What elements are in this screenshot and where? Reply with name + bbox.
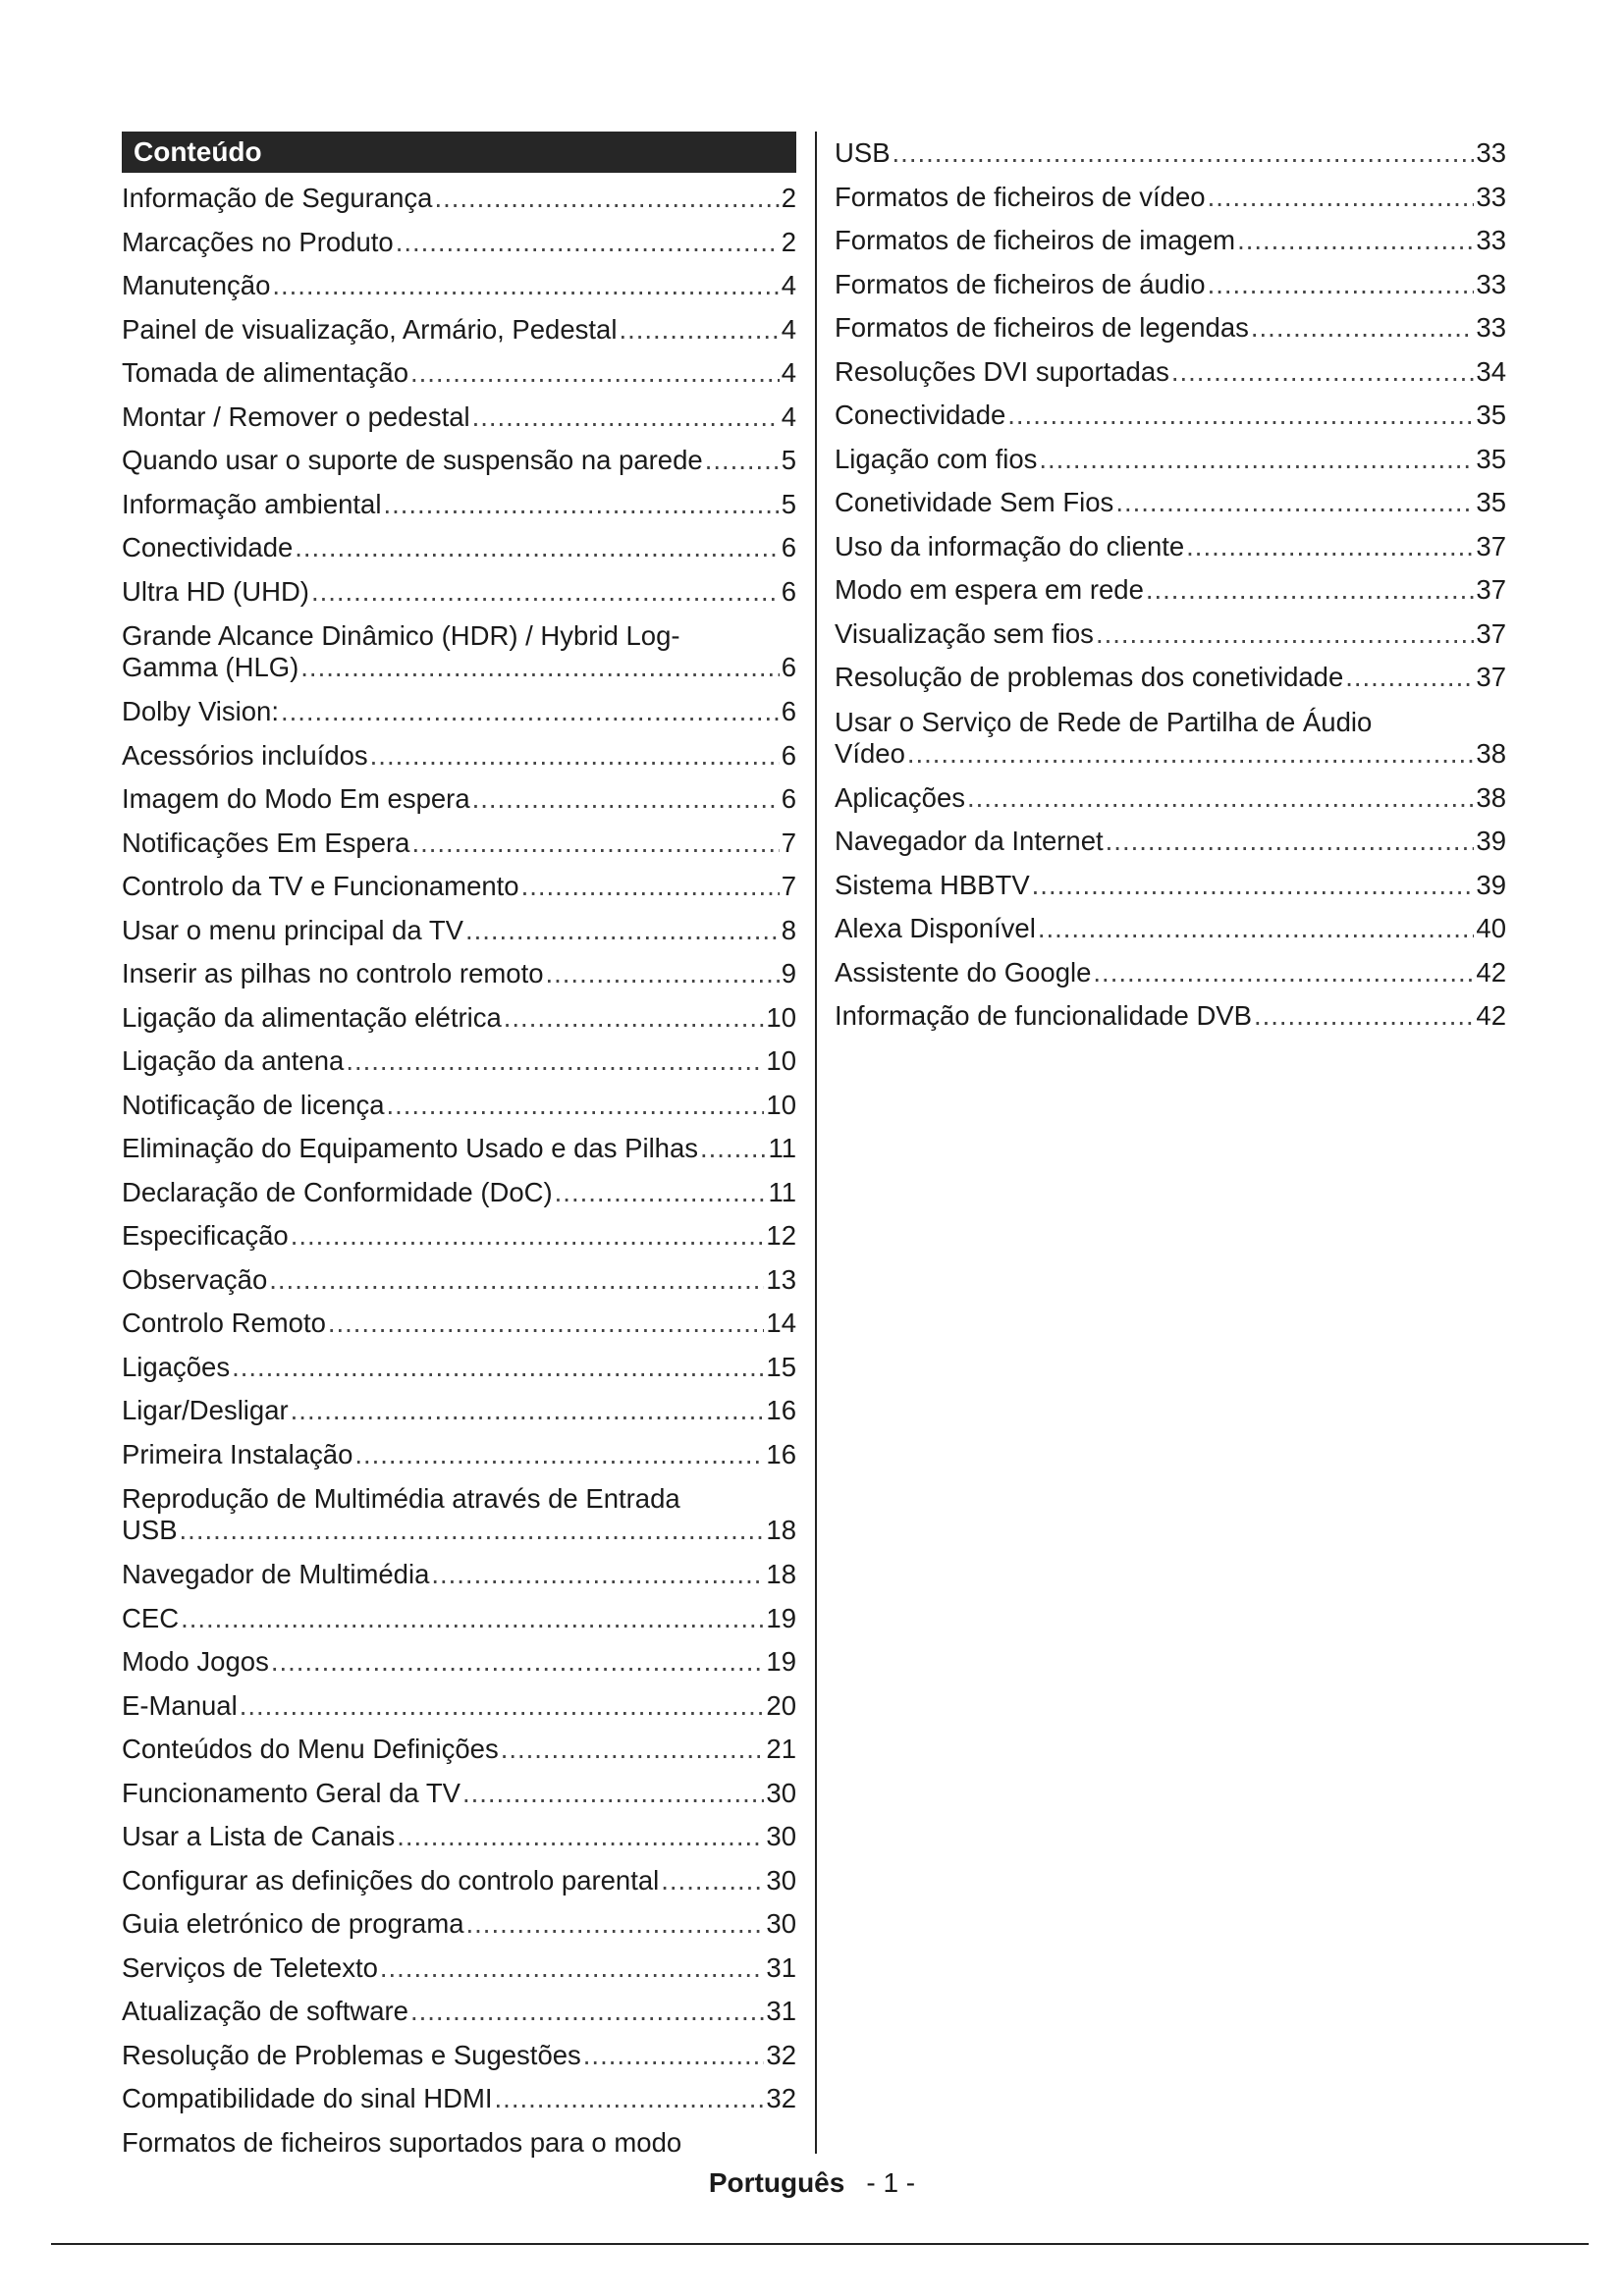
toc-page-number: 33 xyxy=(1476,181,1506,212)
toc-entry-title: Inserir as pilhas no controlo remoto xyxy=(122,958,544,988)
toc-leader-dots xyxy=(240,1684,765,1729)
toc-leader-dots xyxy=(967,776,1474,821)
toc-page-number: 6 xyxy=(781,739,796,771)
toc-entry[interactable] xyxy=(122,1258,796,1303)
toc-page-number: 42 xyxy=(1476,956,1506,988)
toc-leader-dots xyxy=(546,952,780,996)
toc-entry[interactable] xyxy=(122,1640,796,1684)
toc-entry[interactable] xyxy=(122,177,796,221)
toc-page-number: 42 xyxy=(1476,1000,1506,1031)
toc-left-column xyxy=(122,132,796,2164)
toc-page-number: 30 xyxy=(766,1821,796,1851)
toc-leader-dots xyxy=(410,1990,764,2034)
toc-page-number: 6 xyxy=(781,783,796,814)
toc-entry-title: Primeira Instalação xyxy=(122,1438,353,1469)
toc-right-column xyxy=(835,132,1506,1039)
toc-leader-dots xyxy=(411,822,779,866)
toc-entry-title: Ligação da antena xyxy=(122,1045,345,1076)
toc-leader-dots xyxy=(328,1302,765,1346)
toc-entry[interactable] xyxy=(122,221,796,265)
toc-list-left xyxy=(122,177,796,2164)
toc-entry[interactable] xyxy=(835,132,1506,176)
toc-leader-dots xyxy=(271,1640,765,1684)
toc-leader-dots xyxy=(1251,306,1475,350)
toc-page-number: 4 xyxy=(781,270,796,300)
toc-entry[interactable] xyxy=(122,614,796,690)
toc-leader-dots xyxy=(300,651,779,684)
toc-entry-title: Compatibilidade do sinal HDMI xyxy=(122,2083,493,2113)
toc-page-number: 39 xyxy=(1476,869,1506,900)
toc-page-number: 40 xyxy=(1476,913,1506,943)
toc-entry[interactable] xyxy=(122,570,796,614)
toc-leader-dots xyxy=(410,351,780,396)
toc-leader-dots xyxy=(462,1772,764,1816)
toc-page-number: 4 xyxy=(781,400,796,432)
toc-leader-dots xyxy=(354,1433,764,1477)
toc-entry-title: Alexa Disponível xyxy=(835,913,1036,943)
toc-entry[interactable] xyxy=(122,264,796,308)
toc-entry-title: Conteúdos do Menu Definições xyxy=(122,1734,499,1764)
toc-entry-title: Vídeo xyxy=(835,737,905,769)
toc-leader-dots xyxy=(472,396,780,440)
toc-leader-dots xyxy=(1106,820,1475,864)
toc-leader-dots xyxy=(700,1127,766,1171)
toc-entry-title: Usar o menu principal da TV xyxy=(122,914,463,945)
toc-leader-dots xyxy=(311,570,780,614)
toc-entry-title: Usar a Lista de Canais xyxy=(122,1821,396,1851)
toc-entry[interactable] xyxy=(122,2077,796,2121)
toc-entry-title: Quando usar o suporte de suspensão na parede xyxy=(122,445,703,475)
toc-entry[interactable] xyxy=(835,951,1506,995)
toc-leader-dots xyxy=(295,526,779,570)
toc-leader-dots xyxy=(465,909,780,953)
toc-entry[interactable] xyxy=(122,1772,796,1816)
toc-page-number: 10 xyxy=(766,1045,796,1076)
toc-page-number: 18 xyxy=(766,1559,796,1589)
toc-page-number: 4 xyxy=(781,313,796,345)
toc-page-number: 19 xyxy=(766,1646,796,1677)
toc-page-number: 33 xyxy=(1476,225,1506,255)
toc-entry-title: Serviços de Teletexto xyxy=(122,1951,378,1983)
toc-entry[interactable] xyxy=(122,1684,796,1729)
toc-entry[interactable] xyxy=(122,952,796,996)
toc-entry-title: Configurar as definições do controlo parental xyxy=(122,1864,660,1896)
toc-page-number: 11 xyxy=(768,1133,796,1163)
toc-entry-title: Formatos de ficheiros de áudio xyxy=(835,268,1206,299)
toc-page-number: 16 xyxy=(766,1395,796,1425)
toc-entry-title: Painel de visualização, Armário, Pedestal xyxy=(122,313,618,345)
toc-entry-title: Dolby Vision: xyxy=(122,696,279,726)
page-footer xyxy=(0,2167,1624,2199)
toc-entry[interactable] xyxy=(122,1815,796,1859)
toc-page-number: 10 xyxy=(766,1001,796,1033)
toc-entry-title-line1: Grande Alcance Dinâmico (HDR) / Hybrid Log- xyxy=(122,620,680,651)
toc-leader-dots xyxy=(396,221,780,265)
column-divider xyxy=(815,132,817,2154)
toc-page-number: 37 xyxy=(1476,530,1506,561)
toc-page-number: 34 xyxy=(1476,355,1506,387)
toc-entry-title: USB xyxy=(835,137,891,168)
toc-page-number: 30 xyxy=(766,1777,796,1808)
toc-entry-title: Gamma (HLG) xyxy=(122,652,299,682)
toc-entry-title: Funcionamento Geral da TV xyxy=(122,1777,460,1808)
toc-page-number: 15 xyxy=(766,1351,796,1382)
toc-entry[interactable] xyxy=(835,613,1506,657)
toc-page-number: 13 xyxy=(766,1263,796,1295)
toc-page-number: 37 xyxy=(1476,662,1506,692)
toc-entry-title: Ligação com fios xyxy=(835,443,1038,474)
toc-entry[interactable] xyxy=(122,1597,796,1641)
toc-entry-title: Manutenção xyxy=(122,270,271,300)
toc-entry-title: Notificação de licença xyxy=(122,1089,385,1120)
toc-leader-dots xyxy=(583,2034,765,2078)
toc-entry[interactable] xyxy=(835,656,1506,700)
toc-entry[interactable] xyxy=(835,438,1506,482)
toc-entry[interactable] xyxy=(122,996,796,1041)
toc-leader-dots xyxy=(383,483,779,527)
toc-leader-dots xyxy=(521,865,780,909)
toc-leader-dots xyxy=(1171,350,1475,395)
toc-page-number: 31 xyxy=(766,1996,796,2026)
toc-page-number: 35 xyxy=(1476,487,1506,517)
toc-entry-title: Resolução de problemas dos conetividade xyxy=(835,662,1344,692)
toc-entry[interactable] xyxy=(835,820,1506,864)
toc-page-number: 5 xyxy=(781,488,796,519)
toc-entry-title: Informação de funcionalidade DVB xyxy=(835,1000,1252,1031)
toc-page-number: 16 xyxy=(766,1438,796,1469)
toc-entry[interactable] xyxy=(122,1389,796,1433)
toc-list-right xyxy=(835,132,1506,1039)
toc-leader-dots xyxy=(504,996,765,1041)
toc-page-number: 38 xyxy=(1476,781,1506,813)
toc-entry-title: Tomada de alimentação xyxy=(122,357,408,388)
toc-entry-title: Eliminação do Equipamento Usado e das Pilhas xyxy=(122,1133,699,1163)
toc-leader-dots xyxy=(1038,907,1475,951)
toc-entry[interactable] xyxy=(835,864,1506,908)
toc-heading: Conteúdo xyxy=(122,132,796,173)
toc-entry[interactable] xyxy=(122,909,796,953)
toc-entry[interactable] xyxy=(122,865,796,909)
toc-page-number: 6 xyxy=(781,532,796,562)
toc-leader-dots xyxy=(1093,951,1474,995)
toc-entry[interactable] xyxy=(122,1040,796,1084)
toc-leader-dots xyxy=(555,1171,767,1215)
toc-entry[interactable] xyxy=(122,439,796,483)
toc-entry[interactable] xyxy=(835,350,1506,395)
toc-entry[interactable] xyxy=(122,1947,796,1991)
toc-leader-dots xyxy=(281,690,780,734)
toc-page-number: 9 xyxy=(781,958,796,988)
toc-leader-dots xyxy=(1237,219,1474,263)
toc-entry[interactable] xyxy=(122,2121,796,2165)
toc-page-number: 6 xyxy=(781,575,796,607)
toc-entry[interactable] xyxy=(122,396,796,440)
toc-entry-title: Montar / Remover o pedestal xyxy=(122,400,470,432)
footer-language: Português xyxy=(708,2167,845,2198)
toc-leader-dots xyxy=(705,439,780,483)
toc-page-number: 2 xyxy=(781,226,796,257)
toc-page-number: 37 xyxy=(1476,617,1506,649)
toc-entry-title: Guia eletrónico de programa xyxy=(122,1908,464,1939)
toc-entry-title: Informação de Segurança xyxy=(122,183,433,213)
toc-entry-title: Formatos de ficheiros de legendas xyxy=(835,312,1249,343)
toc-page-number: 39 xyxy=(1476,826,1506,856)
toc-entry-title: Formatos de ficheiros de vídeo xyxy=(835,181,1206,212)
toc-page-number: 11 xyxy=(768,1176,796,1207)
toc-leader-dots xyxy=(434,177,779,221)
toc-page-number: 32 xyxy=(766,2083,796,2113)
toc-entry-title: USB xyxy=(122,1515,178,1545)
toc-entry-title: Conectividade xyxy=(122,532,294,562)
toc-entry[interactable] xyxy=(122,351,796,396)
toc-entry-title: Marcações no Produto xyxy=(122,226,394,257)
toc-entry-title: Modo em espera em rede xyxy=(835,574,1144,605)
toc-entry-title: Navegador de Multimédia xyxy=(122,1559,430,1589)
toc-entry[interactable] xyxy=(122,526,796,570)
toc-page-number: 5 xyxy=(781,445,796,475)
toc-entry[interactable] xyxy=(835,525,1506,569)
toc-entry[interactable] xyxy=(122,777,796,822)
toc-entry[interactable] xyxy=(835,306,1506,350)
toc-page-number: 10 xyxy=(766,1089,796,1120)
toc-entry[interactable] xyxy=(835,776,1506,821)
toc-page-number: 4 xyxy=(781,357,796,388)
toc-entry[interactable] xyxy=(835,568,1506,613)
toc-leader-dots xyxy=(180,1514,765,1547)
toc-entry-title: Navegador da Internet xyxy=(835,826,1104,856)
toc-entry[interactable] xyxy=(122,822,796,866)
toc-leader-dots xyxy=(1208,176,1475,220)
toc-entry[interactable] xyxy=(122,1476,796,1553)
toc-leader-dots xyxy=(1032,864,1475,908)
toc-entry-title: Sistema HBBTV xyxy=(835,869,1030,900)
toc-page-number: 37 xyxy=(1476,574,1506,605)
toc-leader-dots xyxy=(893,132,1475,176)
toc-leader-dots xyxy=(1186,525,1474,569)
toc-entry-title: Imagem do Modo Em espera xyxy=(122,783,470,814)
toc-page-number: 6 xyxy=(781,696,796,726)
toc-page-number: 31 xyxy=(766,1951,796,1983)
toc-leader-dots xyxy=(380,1947,765,1991)
toc-entry[interactable] xyxy=(122,1127,796,1171)
toc-entry[interactable] xyxy=(835,907,1506,951)
toc-entry-title: Declaração de Conformidade (DoC) xyxy=(122,1176,553,1207)
toc-entry[interactable] xyxy=(835,700,1506,776)
toc-entry-title: Modo Jogos xyxy=(122,1646,269,1677)
toc-entry[interactable] xyxy=(122,1990,796,2034)
toc-entry[interactable] xyxy=(122,1214,796,1258)
toc-page-number: 14 xyxy=(766,1308,796,1338)
toc-leader-dots xyxy=(619,308,779,352)
toc-entry-title: Ultra HD (UHD) xyxy=(122,575,309,607)
toc-entry[interactable] xyxy=(122,690,796,734)
toc-entry-title: Ligação da alimentação elétrica xyxy=(122,1001,502,1033)
toc-entry-title: Resolução de Problemas e Sugestões xyxy=(122,2039,581,2070)
toc-page-number: 7 xyxy=(781,827,796,858)
toc-page-number: 32 xyxy=(766,2039,796,2070)
toc-leader-dots xyxy=(1208,263,1475,307)
toc-leader-dots xyxy=(291,1389,765,1433)
toc-entry[interactable] xyxy=(122,308,796,352)
toc-entry-title: Ligações xyxy=(122,1351,231,1382)
toc-entry[interactable] xyxy=(835,994,1506,1039)
toc-leader-dots xyxy=(1345,656,1474,700)
toc-page-number: 33 xyxy=(1476,137,1506,168)
toc-leader-dots xyxy=(501,1728,765,1772)
toc-leader-dots xyxy=(370,734,780,778)
toc-leader-dots xyxy=(466,1902,765,1947)
toc-entry-title: Acessórios incluídos xyxy=(122,739,368,771)
toc-entry[interactable] xyxy=(835,219,1506,263)
toc-entry[interactable] xyxy=(122,1902,796,1947)
toc-leader-dots xyxy=(291,1214,765,1258)
toc-leader-dots xyxy=(181,1597,764,1641)
toc-entry-title: Atualização de software xyxy=(122,1996,408,2026)
toc-entry-title: Formatos de ficheiros suportados para o modo xyxy=(122,2126,682,2158)
toc-entry-title: Informação ambiental xyxy=(122,488,382,519)
toc-page-number: 12 xyxy=(766,1220,796,1251)
toc-leader-dots xyxy=(495,2077,765,2121)
toc-entry-title: Ligar/Desligar xyxy=(122,1395,289,1425)
toc-entry[interactable] xyxy=(122,1728,796,1772)
toc-entry-title: Notificações Em Espera xyxy=(122,827,410,858)
toc-leader-dots xyxy=(232,1346,764,1390)
toc-leader-dots xyxy=(661,1859,764,1903)
toc-entry-title: Uso da informação do cliente xyxy=(835,530,1185,561)
toc-entry[interactable] xyxy=(835,263,1506,307)
toc-entry[interactable] xyxy=(835,176,1506,220)
toc-page-number: 19 xyxy=(766,1602,796,1633)
toc-page-number: 20 xyxy=(766,1689,796,1721)
toc-leader-dots xyxy=(269,1258,764,1303)
toc-page-number: 30 xyxy=(766,1908,796,1939)
toc-entry[interactable] xyxy=(122,1346,796,1390)
toc-entry-title: Resoluções DVI suportadas xyxy=(835,355,1169,387)
toc-leader-dots xyxy=(1039,438,1474,482)
toc-entry[interactable] xyxy=(835,481,1506,525)
toc-leader-dots xyxy=(1115,481,1474,525)
toc-leader-dots xyxy=(431,1553,764,1597)
toc-entry-title: Visualização sem fios xyxy=(835,617,1094,649)
toc-entry-title: Especificação xyxy=(122,1220,289,1251)
toc-leader-dots xyxy=(1254,994,1474,1039)
toc-leader-dots xyxy=(472,777,780,822)
toc-page-number: 18 xyxy=(766,1515,796,1545)
toc-page-number: 2 xyxy=(781,183,796,213)
toc-page-number: 33 xyxy=(1476,312,1506,343)
toc-entry-title: Controlo da TV e Funcionamento xyxy=(122,871,519,901)
toc-entry[interactable] xyxy=(122,734,796,778)
toc-entry[interactable] xyxy=(122,1171,796,1215)
toc-entry-title-line1: Usar o Serviço de Rede de Partilha de Áudio xyxy=(835,706,1373,737)
bottom-rule xyxy=(51,2243,1589,2245)
toc-entry[interactable] xyxy=(122,1433,796,1477)
toc-page-number: 21 xyxy=(766,1734,796,1764)
toc-entry[interactable] xyxy=(122,1859,796,1903)
toc-leader-dots xyxy=(1096,613,1474,657)
toc-leader-dots xyxy=(397,1815,764,1859)
toc-entry-title: Observação xyxy=(122,1263,268,1295)
toc-entry[interactable] xyxy=(122,483,796,527)
toc-page-number: 30 xyxy=(766,1864,796,1896)
toc-page-number: 33 xyxy=(1476,268,1506,299)
toc-page-number: 35 xyxy=(1476,443,1506,474)
toc-page-number: 38 xyxy=(1476,737,1506,769)
toc-entry[interactable] xyxy=(122,1553,796,1597)
toc-entry-title: E-Manual xyxy=(122,1689,238,1721)
toc-entry-title: Conetividade Sem Fios xyxy=(835,487,1114,517)
toc-leader-dots xyxy=(387,1084,765,1128)
footer-page-number: - 1 - xyxy=(866,2167,916,2198)
toc-entry-title: Controlo Remoto xyxy=(122,1308,326,1338)
toc-entry-title: CEC xyxy=(122,1602,180,1633)
toc-page-number: 7 xyxy=(781,871,796,901)
toc-leader-dots xyxy=(907,737,1475,771)
toc-leader-dots xyxy=(346,1040,764,1084)
toc-entry[interactable] xyxy=(122,2034,796,2078)
toc-leader-dots xyxy=(1146,568,1475,613)
toc-entry[interactable] xyxy=(122,1084,796,1128)
toc-leader-dots xyxy=(272,264,779,308)
toc-page-number: 6 xyxy=(781,652,796,682)
toc-page-number: 35 xyxy=(1476,400,1506,430)
toc-entry-title: Conectividade xyxy=(835,400,1006,430)
toc-entry[interactable] xyxy=(835,394,1506,438)
toc-entry-title: Assistente do Google xyxy=(835,956,1092,988)
toc-leader-dots xyxy=(1007,394,1474,438)
toc-entry-title: Formatos de ficheiros de imagem xyxy=(835,225,1236,255)
toc-page-number: 8 xyxy=(781,914,796,945)
toc-entry-title: Aplicações xyxy=(835,781,965,813)
toc-entry-title-line1: Reprodução de Multimédia através de Entrada xyxy=(122,1483,680,1514)
toc-entry[interactable] xyxy=(122,1302,796,1346)
